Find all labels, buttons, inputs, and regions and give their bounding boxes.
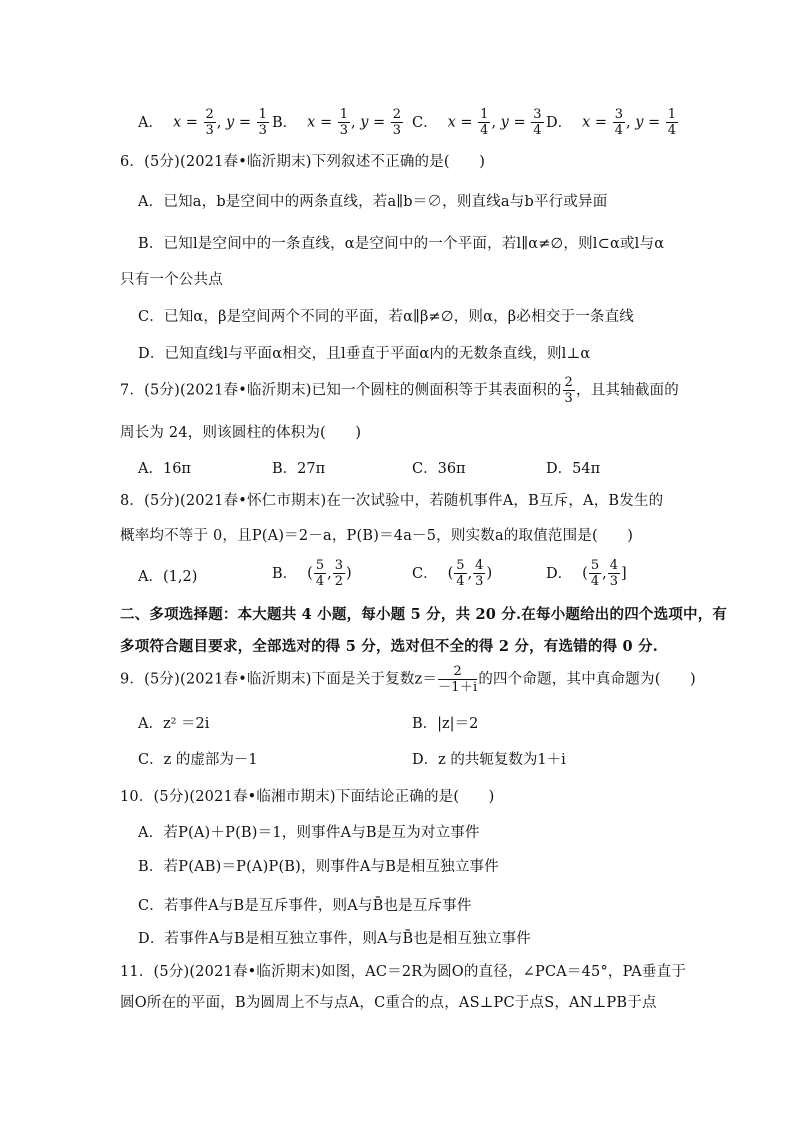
q8-stem-1: 8．(5分)(2021春•怀仁市期末)在一次试验中，若随机事件A，B互斥，A，B发生的 (120, 493, 664, 509)
q9-stem-a: 9．(5分)(2021春•临沂期末)下面是关于复数z＝ (120, 671, 438, 688)
q10-stem: 10．(5分)(2021春•临湘市期末)下面结论正确的是( ) (120, 789, 495, 805)
q8-option-b: B． ( $\frac{5}{4}$ , $\frac{3}{2}$ ) (272, 558, 352, 589)
q5-option-b: B． x = $\frac{1}{3}$ , y = $\frac{2}{3}$ (272, 107, 402, 138)
q9-option-a: A．z² ＝2i (138, 716, 210, 732)
section2-line-1: 二、多项选择题：本大题共 4 小题，每小题 5 分，共 20 分.在每小题给出的四个选项中，有 (120, 606, 728, 623)
q6-option-d: D．已知直线l与平面α相交，且l垂直于平面α内的无数条直线，则l⊥α (138, 346, 591, 362)
q7-option-b: B．27π (272, 461, 326, 477)
q7-option-d: D．54π (546, 461, 601, 477)
q7-option-c: C．36π (412, 461, 466, 477)
q6-option-b: B．已知l是空间中的一条直线，α是空间中的一个平面，若l∥α≠∅，则l⊂α或l与α (138, 236, 665, 252)
q9-stem-b: 的四个命题，其中真命题为( ) (478, 671, 696, 688)
q10-option-d: D．若事件A与B是相互独立事件，则A与B̄也是相互独立事件 (138, 931, 531, 947)
q7-stem-a: 7．(5分)(2021春•临沂期末)已知一个圆柱的侧面积等于其表面积的 (120, 382, 562, 399)
q11-line-1: 11．(5分)(2021春•临沂期末)如图，AC＝2R为圆O的直径，∠PCA＝45°，PA垂直于 (120, 964, 687, 980)
q9-option-c: C．z 的虚部为－1 (138, 752, 258, 768)
q7-stem-b: ，且其轴截面的 (576, 382, 679, 399)
q7-option-a: A．16π (138, 461, 191, 477)
q11-line-2: 圆O所在的平面，B为圆周上不与点A，C重合的点，AS⊥PC于点S，AN⊥PB于点 (120, 995, 657, 1011)
q9-option-d: D．z 的共轭复数为1＋i (412, 752, 566, 768)
q6-option-c: C．已知α，β是空间两个不同的平面，若α∥β≠∅，则α，β必相交于一条直线 (138, 309, 634, 325)
q8-option-a: A．(1,2) (138, 569, 198, 585)
q5-option-a: A． x = $\frac{2}{3}$ , y = $\frac{1}{3}$ (138, 107, 267, 138)
section2-line-2: 多项符合题目要求，全部选对的得 5 分，选对但不全的得 2 分，有选错的得 0 分. (120, 638, 659, 655)
q7-stem-2: 周长为 24，则该圆柱的体积为( ) (120, 425, 362, 441)
q7-fraction: $\frac{2}{3}$ (564, 375, 574, 406)
q8-option-d: D． ( $\frac{5}{4}$ , $\frac{4}{3}$ ] (546, 558, 627, 589)
q10-option-a: A．若P(A)＋P(B)＝1，则事件A与B是互为对立事件 (138, 825, 480, 841)
q7-stem (120, 375, 679, 406)
q6-option-a: A．已知a，b是空间中的两条直线，若a∥b＝∅，则直线a与b平行或异面 (138, 194, 608, 210)
q8-stem-2: 概率均不等于 0，且P(A)＝2－a，P(B)＝4a－5，则实数a的取值范围是( ) (120, 528, 634, 544)
q5-option-c: C． x = $\frac{1}{4}$ , y = $\frac{3}{4}$ (412, 107, 542, 138)
q9-fraction: $\frac{2}{-1+i}$ (438, 664, 478, 695)
q10-option-b: B．若P(AB)＝P(A)P(B)，则事件A与B是相互独立事件 (138, 859, 499, 875)
q10-option-c: C．若事件A与B是互斥事件，则A与B̄也是互斥事件 (138, 898, 472, 914)
q8-option-c: C． ( $\frac{5}{4}$ , $\frac{4}{3}$ ) (412, 558, 493, 589)
q6-option-b-cont: 只有一个公共点 (120, 272, 223, 288)
q5-option-d: D． x = $\frac{3}{4}$ , y = $\frac{1}{4}$ (546, 107, 677, 138)
q6-stem: 6．(5分)(2021春•临沂期末)下列叙述不正确的是( ) (120, 154, 486, 170)
q9-option-b: B．|z|＝2 (412, 716, 479, 732)
q9-stem (120, 664, 696, 695)
